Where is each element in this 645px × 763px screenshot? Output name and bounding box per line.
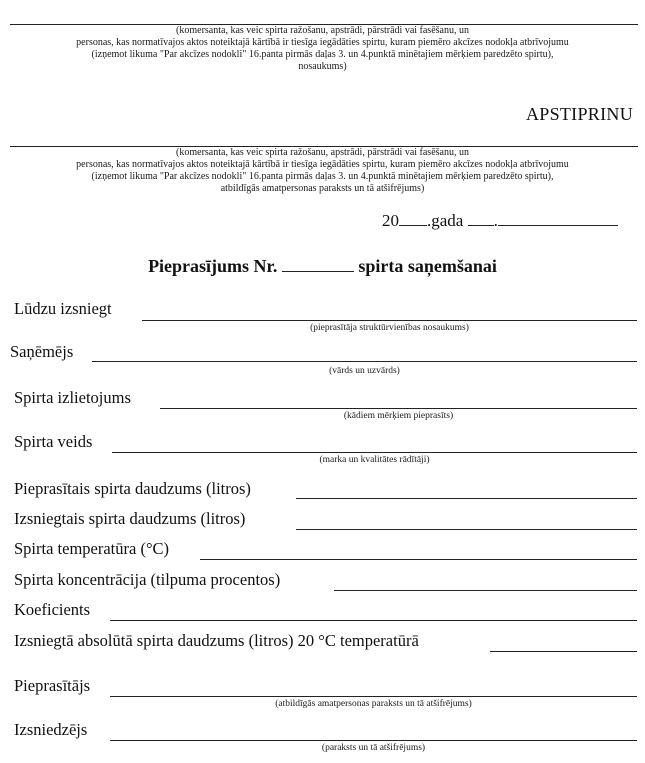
field-caption: (marka un kvalitātes rādītāji) <box>319 455 430 465</box>
field-label-spirta-izlietojums: Spirta izlietojums <box>14 388 131 407</box>
year-prefix: 20 <box>382 211 399 230</box>
field-line-coefficient[interactable] <box>110 620 637 621</box>
field-label-absolute-quantity: Izsniegtā absolūtā spirta daudzums (litros) 20 °C temperatūrā <box>14 631 419 650</box>
field-label-concentration: Spirta koncentrācija (tilpuma procentos) <box>14 570 281 589</box>
date-line <box>382 211 618 231</box>
title-suffix: spirta saņemšanai <box>358 256 497 276</box>
year-blank[interactable] <box>399 211 427 226</box>
date-dot: . <box>493 211 498 230</box>
field-line-spirta-veids[interactable] <box>112 452 637 453</box>
field-caption: (atbildīgās amatpersonas paraksts un tā atšifrējums) <box>275 699 472 709</box>
month-blank[interactable] <box>498 211 618 226</box>
request-number-blank[interactable] <box>282 256 354 272</box>
caption-line: (komersanta, kas veic spirta ražošanu, apstrādi, pārstrādi vai fasēšanu, un <box>176 147 469 158</box>
caption-line: (izņemot likuma "Par akcīzes nodokli" 16.panta pirmās daļas 3. un 4.punktā minētajiem mērķiem paredzēto spirtu), <box>91 171 554 182</box>
field-line-requester[interactable] <box>110 696 637 697</box>
field-label-requester: Pieprasītājs <box>14 676 91 695</box>
field-line-issuer[interactable] <box>110 740 637 741</box>
caption-line: personas, kas normatīvajos aktos noteiktajā kārtībā ir tiesīga iegādāties spirtu, kuram piemēro akcīzes nodokļa atbrīvojumu <box>76 37 569 48</box>
caption-line: atbildīgās amatpersonas paraksts un tā atšifrējums) <box>220 183 425 194</box>
field-label-issuer: Izsniedzējs <box>14 720 88 739</box>
official-signature-caption <box>0 147 645 195</box>
day-blank[interactable] <box>468 211 494 226</box>
field-caption: (kādiem mērķiem pieprasīts) <box>343 411 454 421</box>
field-caption: (vārds un uzvārds) <box>329 366 400 376</box>
caption-line: nosaukums) <box>298 61 347 72</box>
field-caption: (pieprasītāja struktūrvienības nosaukums) <box>310 323 469 333</box>
field-line-requested-quantity[interactable] <box>296 498 637 499</box>
field-caption: (paraksts un tā atšifrējums) <box>321 743 426 753</box>
field-line-issued-quantity[interactable] <box>296 529 637 530</box>
field-label-coefficient: Koeficients <box>14 600 91 619</box>
field-line-temperature[interactable] <box>200 559 637 560</box>
caption-line: (izņemot likuma "Par akcīzes nodokli" 16.panta pirmās daļas 3. un 4.punktā minētajiem mērķiem paredzēto spirtu), <box>91 49 554 60</box>
approval-label: APSTIPRINU <box>525 104 633 124</box>
field-label-spirta-veids: Spirta veids <box>14 432 93 451</box>
field-label-requested-quantity: Pieprasītais spirta daudzums (litros) <box>14 479 251 498</box>
caption-line: personas, kas normatīvajos aktos noteiktajā kārtībā ir tiesīga iegādāties spirtu, kuram piemēro akcīzes nodokļa atbrīvojumu <box>76 159 569 170</box>
page-title <box>0 256 645 277</box>
company-name-caption <box>0 25 645 73</box>
field-line-sanemejs[interactable] <box>92 361 637 362</box>
caption-line: (komersanta, kas veic spirta ražošanu, apstrādi, pārstrādi vai fasēšanu, un <box>176 25 469 36</box>
field-label-issued-quantity: Izsniegtais spirta daudzums (litros) <box>14 509 246 528</box>
field-line-ludzu-izsniegt[interactable] <box>142 320 637 321</box>
gada-text: .gada <box>427 211 464 230</box>
field-label-ludzu-izsniegt: Lūdzu izsniegt <box>14 299 112 318</box>
field-line-spirta-izlietojums[interactable] <box>160 408 637 409</box>
field-label-temperature: Spirta temperatūra (°C) <box>14 539 170 558</box>
title-prefix: Pieprasījums Nr. <box>148 256 278 276</box>
field-line-concentration[interactable] <box>334 590 637 591</box>
field-line-absolute-quantity[interactable] <box>490 651 637 652</box>
field-label-sanemejs: Saņēmējs <box>10 342 74 361</box>
